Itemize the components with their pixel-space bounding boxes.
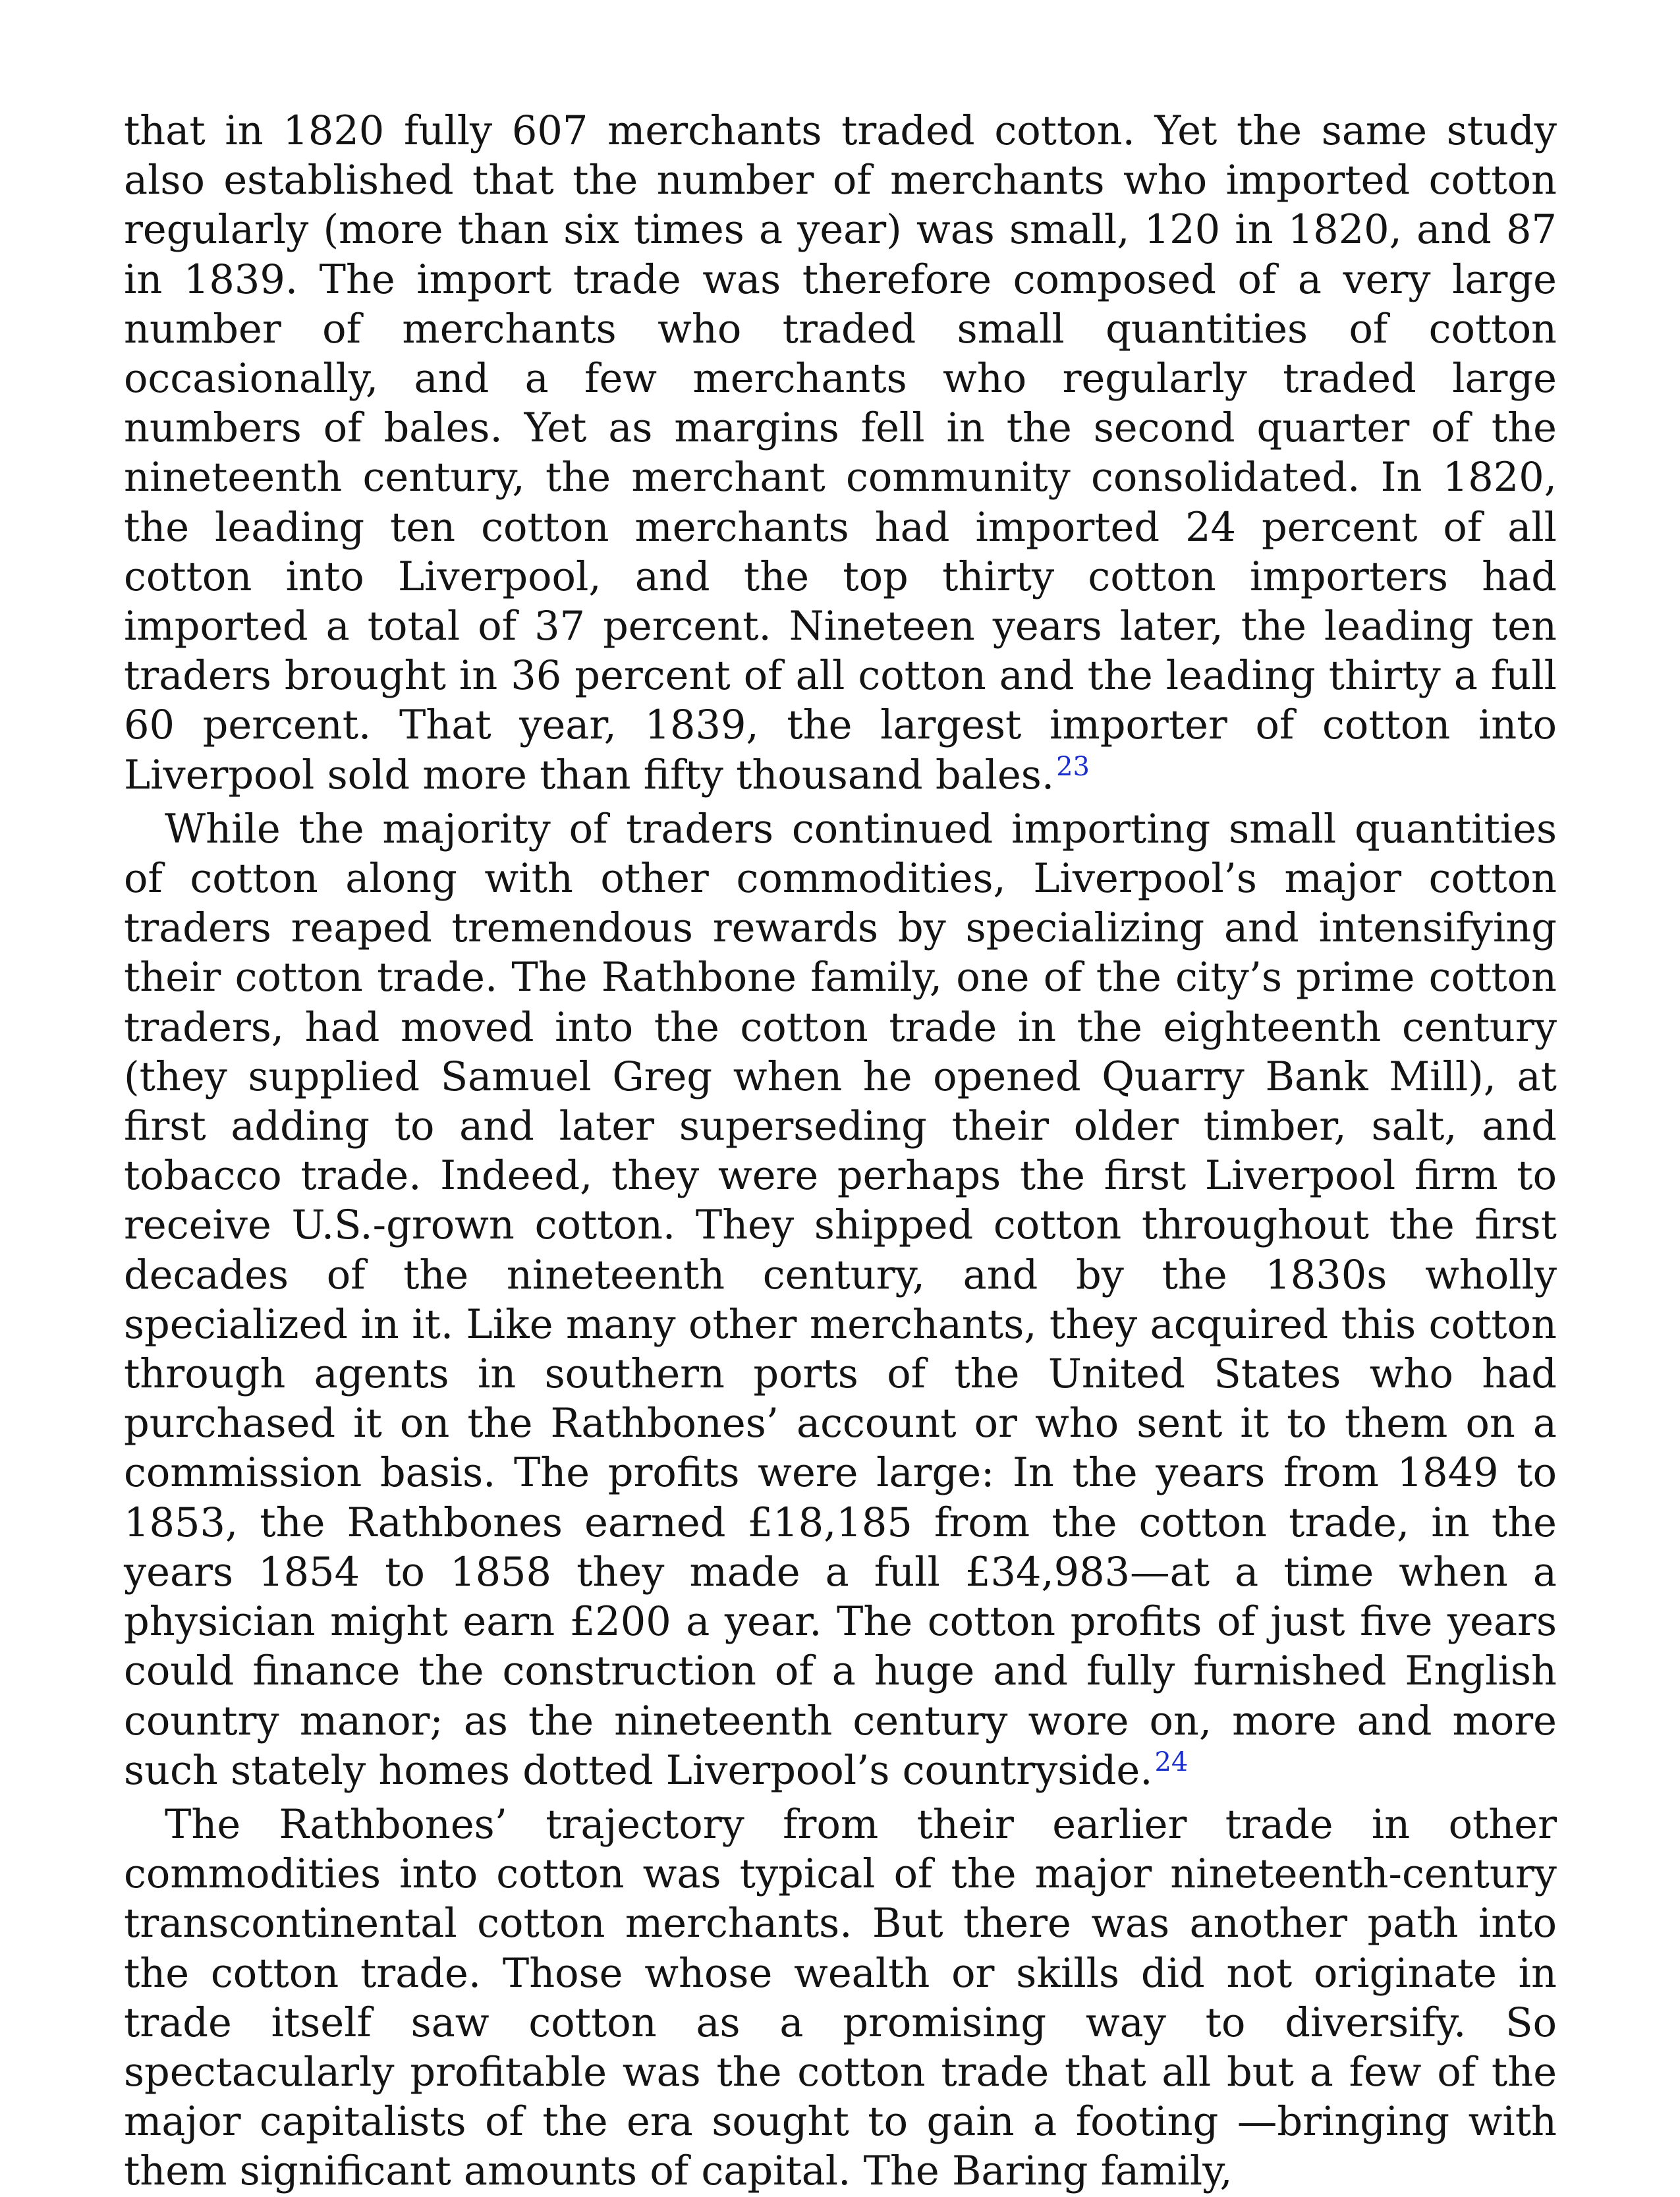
- paragraph-3: [124, 1800, 1557, 2197]
- footnote-ref-24[interactable]: 24: [1154, 1746, 1189, 1777]
- paragraph-2: [124, 805, 1557, 1800]
- page-body: [124, 107, 1557, 2197]
- footnote-ref-23[interactable]: 23: [1056, 751, 1090, 782]
- paragraph-1: [124, 107, 1557, 805]
- paragraph-1-text: that in 1820 fully 607 merchants traded cotton. Yet the same study also established that the number of merchants who imported cotton regularly (more than six times a year) was small, 120 in 1820, and 87 in 1839. The import trade was therefore composed of a very large number of merchants who traded small quantities of cotton occasionally, and a few merchants who regularly traded large numbers of bales. Yet as margins fell in the second quarter of the nineteenth century, the merchant community consolidated. In 1820, the leading ten cotton merchants had imported 24 percent of all cotton into Liverpool, and the top thirty cotton importers had imported a total of 37 percent. Nineteen years later, the leading ten traders brought in 36 percent of all cotton and the leading thirty a full 60 percent. That year, 1839, the largest importer of cotton into Liverpool sold more than fifty thousand bales.: [124, 108, 1557, 798]
- paragraph-3-text: The Rathbones’ trajectory from their earlier trade in other commodities into cotton was typical of the major nineteenth-century transcontinental cotton merchants. But there was another path into the cotton trade. Those whose wealth or skills did not originate in trade itself saw cotton as a promising way to diversify. So spectacularly profitable was the cotton trade that all but a few of the major capitalists of the era sought to gain a footing —bringing with them significant amounts of capital. The Baring family,: [124, 1801, 1557, 2195]
- paragraph-2-text: While the majority of traders continued importing small quantities of cotton along with other commodities, Liverpool’s major cotton traders reaped tremendous rewards by specializing and intensifying their cotton trade. The Rathbone family, one of the city’s prime cotton traders, had moved into the cotton trade in the eighteenth century (they supplied Samuel Greg when he opened Quarry Bank Mill), at first adding to and later superseding their older timber, salt, and tobacco trade. Indeed, they were perhaps the first Liverpool firm to receive U.S.-grown cotton. They shipped cotton throughout the first decades of the nineteenth century, and by the 1830s wholly specialized in it. Like many other merchants, they acquired this cotton through agents in southern ports of the United States who had purchased it on the Rathbones’ account or who sent it to them on a commission basis. The profits were large: In the years from 1849 to 1853, the Rathbones earned £18,185 from the cotton trade, in the years 1854 to 1858 they made a full £34,983—at a time when a physician might earn £200 a year. The cotton profits of just five years could finance the construction of a huge and fully furnished English country manor; as the nineteenth century wore on, more and more such stately homes dotted Liverpool’s countryside.: [124, 806, 1557, 1794]
